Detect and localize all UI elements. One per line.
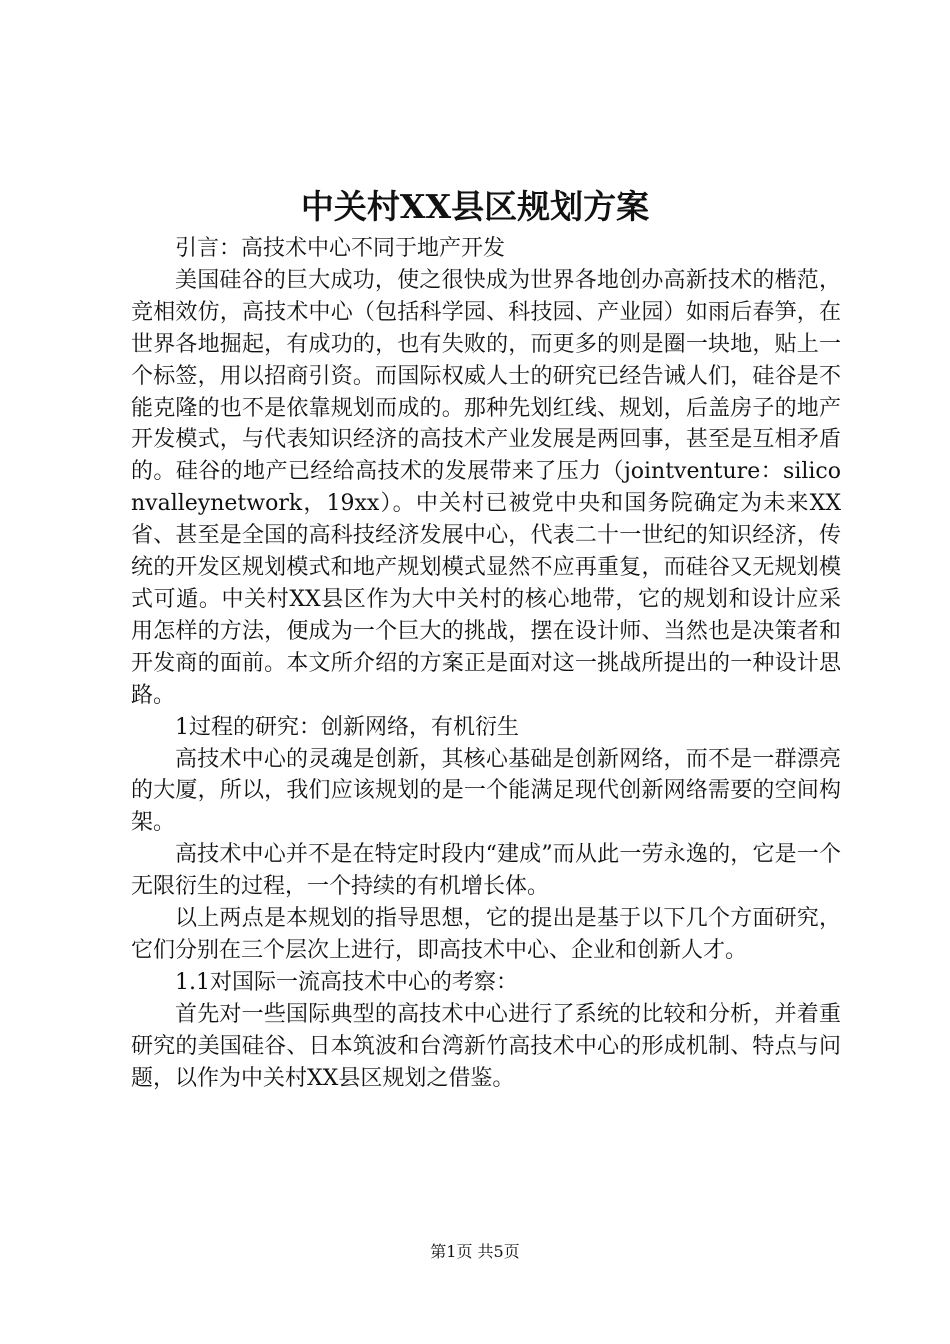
document-body [131,233,841,1094]
section-1-1-paragraph: 首先对一些国际典型的高技术中心进行了系统的比较和分析，并着重研究的美国硅谷、日本筑波和台湾新竹高技术中心的形成机制、特点与问题，以作为中关村XX县区规划之借鉴。 [131,1001,841,1091]
intro-heading: 引言：高技术中心不同于地产开发 [175,236,506,261]
page-number-footer: 第1页 共5页 [430,1242,520,1261]
document-title: 中关村XX县区规划方案 [300,187,650,226]
section-1-paragraph-2: 高技术中心并不是在特定时段内“建成”而从此一劳永逸的，它是一个无限衍生的过程，一个持续的有机增长体。 [131,842,841,900]
section-1-paragraph-1: 高技术中心的灵魂是创新，其核心基础是创新网络，而不是一群漂亮的大厦，所以，我们应该规划的是一个能满足现代创新网络需要的空间构架。 [131,746,841,836]
section-1-1-heading: 1.1对国际一流高技术中心的考察： [175,969,518,995]
section-1-paragraph-3: 以上两点是本规划的指导思想，它的提出是基于以下几个方面研究，它们分别在三个层次上进行，即高技术中心、企业和创新人才。 [131,906,841,963]
intro-paragraph: 美国硅谷的巨大成功，使之很快成为世界各地创办高新技术的楷范，竞相效仿，高技术中心（包括科学园、科技园、产业园）如雨后春笋，在世界各地掘起，有成功的，也有失败的，而更多的则是圈一块地，贴上一个标签，用以招商引资。而国际权威人士的研究已经告诫人们，硅谷是不能克隆的也不是依靠规划而成的。那种先划红线、规划，后盖房子的地产开发模式，与代表知识经济的高技术产业发展是两回事，甚至是互相矛盾的。硅谷的地产已经给高技术的发展带来了压力（jointventure：siliconvalleynetwork，19xx）。中关村已被党中央和国务院确定为未来XX省、甚至是全国的高科技经济发展中心，代表二十一世纪的知识经济，传统的开发区规划模式和地产规划模式显然不应再重复，而硅谷又无规划模式可遁。中关村XX县区作为大中关村的核心地带，它的规划和设计应采用怎样的方法，便成为一个巨大的挑战，摆在设计师、当然也是决策者和开发商的面前。本文所介绍的方案正是面对这一挑战所提出的一种设计思路。 [131,267,841,708]
section-1-heading: 1过程的研究：创新网络，有机衍生 [175,714,519,740]
